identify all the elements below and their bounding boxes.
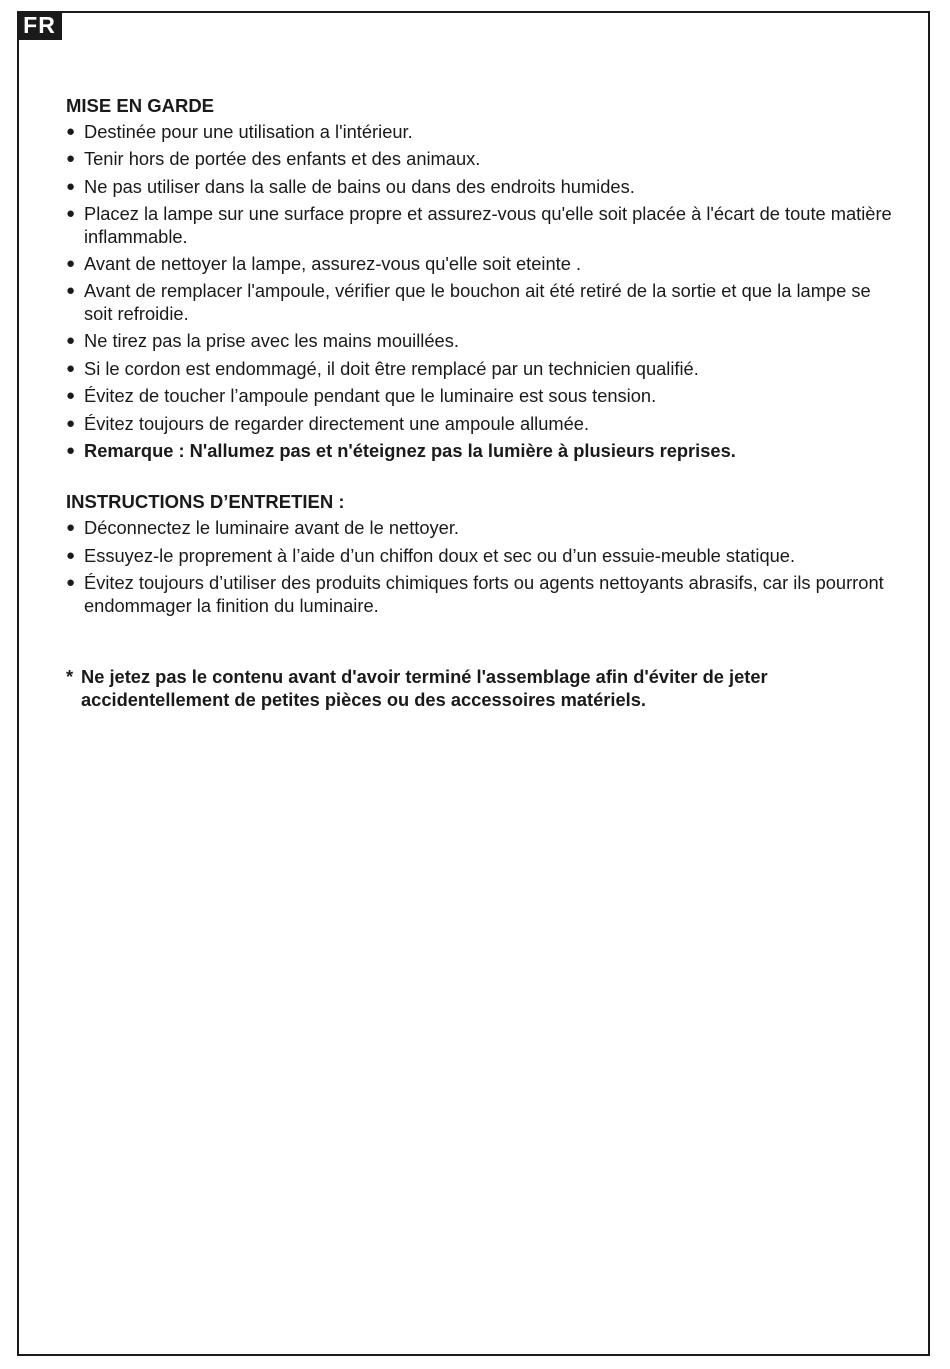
list-item-text: Ne pas utiliser dans la salle de bains ou dans des endroits humides. [84,175,635,197]
bullet-icon: ● [66,205,76,223]
bullet-icon: ● [66,414,76,432]
list-item [66,358,896,381]
bullet-icon: ● [66,255,76,273]
list-item [66,330,896,353]
maintenance-list [66,517,896,617]
list-item [66,176,896,199]
list-item-text: Placez la lampe sur une surface propre et assurez-vous qu'elle soit placée à l'écart de toute matière inflammable. [84,203,892,247]
bullet-icon: ● [66,519,76,537]
bullet-icon: ● [66,574,76,592]
list-item [66,148,896,171]
list-item-text: Avant de remplacer l'ampoule, vérifier que le bouchon ait été retiré de la sortie et que la lampe se soit refroidie. [84,280,871,324]
bullet-icon: ● [66,282,76,300]
bullet-icon: ● [66,546,76,564]
list-item [66,413,896,436]
list-item-text: Ne tirez pas la prise avec les mains mouillées. [84,330,459,352]
section-title-warning: MISE EN GARDE [66,95,215,116]
footnote-star: * [66,666,74,688]
list-item-text: Avant de nettoyer la lampe, assurez-vous qu'elle soit eteinte . [84,253,582,275]
list-item [66,253,896,276]
bullet-icon: ● [66,359,76,377]
list-item [66,280,896,325]
footnote [66,666,896,711]
warning-section [66,94,896,462]
bullet-icon: ● [66,177,76,195]
list-item [66,545,896,568]
bullet-icon: ● [66,387,76,405]
language-badge: FR [17,11,62,40]
bullet-icon: ● [66,332,76,350]
list-item-text: Essuyez-le proprement à l’aide d’un chiffon doux et sec ou d’un essuie-meuble statique. [84,544,796,566]
list-item-text: Évitez de toucher l’ampoule pendant que le luminaire est sous tension. [84,385,657,407]
warning-list [66,121,896,462]
list-item-text: Remarque : N'allumez pas et n'éteignez pas la lumière à plusieurs reprises. [84,439,736,461]
list-item-text: Destinée pour une utilisation a l'intérieur. [84,121,413,142]
list-item-text: Si le cordon est endommagé, il doit être remplacé par un technicien qualifié. [84,357,699,379]
list-item [66,203,896,248]
list-item [66,440,896,463]
bullet-icon: ● [66,441,76,459]
document-content [66,94,896,711]
section-title-maintenance: INSTRUCTIONS D’ENTRETIEN : [66,491,345,513]
maintenance-section [66,490,896,617]
list-item-text: Déconnectez le luminaire avant de le nettoyer. [84,517,459,539]
bullet-icon: ● [66,150,76,168]
list-item [66,385,896,408]
list-item-text: Tenir hors de portée des enfants et des animaux. [84,148,481,170]
list-item [66,517,896,540]
list-item [66,121,896,144]
list-item-text: Évitez toujours de regarder directement une ampoule allumée. [84,412,590,434]
list-item [66,572,896,617]
footnote-text: Ne jetez pas le contenu avant d'avoir terminé l'assemblage afin d'éviter de jeter accidentellement de petites pièces ou des accessoires matériels. [81,666,768,710]
list-item-text: Évitez toujours d’utiliser des produits chimiques forts ou agents nettoyants abrasifs, car ils pourront endommager la finition du luminaire. [84,572,884,616]
bullet-icon: ● [66,123,76,140]
